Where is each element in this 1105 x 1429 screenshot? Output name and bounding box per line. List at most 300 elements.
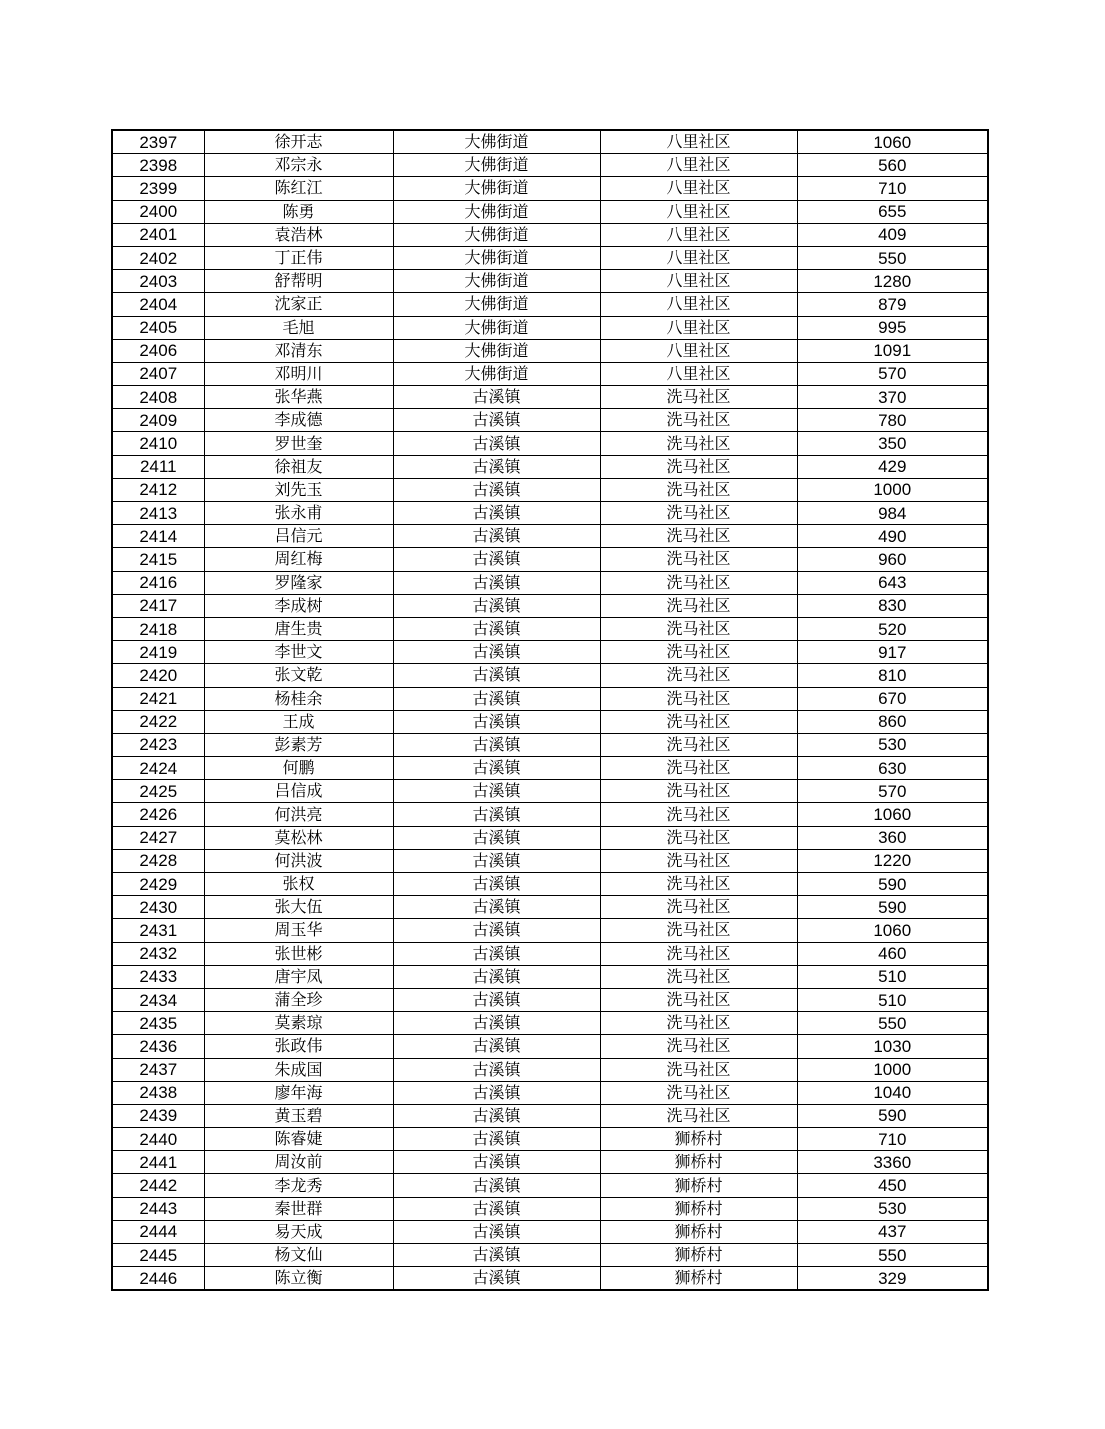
serial-number-cell: 2420	[112, 664, 204, 687]
town-cell: 古溪镇	[393, 1174, 600, 1197]
name-cell: 廖年海	[204, 1081, 393, 1104]
table-row	[112, 757, 988, 780]
name-cell: 陈立衡	[204, 1267, 393, 1291]
table-row	[112, 386, 988, 409]
amount-cell: 879	[797, 293, 988, 316]
name-cell: 罗世奎	[204, 432, 393, 455]
town-cell: 古溪镇	[393, 1012, 600, 1035]
town-cell: 大佛街道	[393, 270, 600, 293]
serial-number-cell: 2406	[112, 339, 204, 362]
name-cell: 邓宗永	[204, 154, 393, 177]
name-cell: 毛旭	[204, 316, 393, 339]
name-cell: 陈睿婕	[204, 1128, 393, 1151]
amount-cell: 1060	[797, 919, 988, 942]
name-cell: 张权	[204, 873, 393, 896]
town-cell: 古溪镇	[393, 1267, 600, 1291]
amount-cell: 1280	[797, 270, 988, 293]
serial-number-cell: 2430	[112, 896, 204, 919]
amount-cell: 590	[797, 873, 988, 896]
serial-number-cell: 2410	[112, 432, 204, 455]
name-cell: 张大伍	[204, 896, 393, 919]
community-cell: 洗马社区	[600, 803, 797, 826]
name-cell: 张华燕	[204, 386, 393, 409]
serial-number-cell: 2422	[112, 710, 204, 733]
amount-cell: 550	[797, 1012, 988, 1035]
town-cell: 古溪镇	[393, 617, 600, 640]
name-cell: 易天成	[204, 1220, 393, 1243]
roster-table	[111, 129, 989, 1291]
name-cell: 张政伟	[204, 1035, 393, 1058]
amount-cell: 630	[797, 757, 988, 780]
table-row	[112, 1058, 988, 1081]
serial-number-cell: 2408	[112, 386, 204, 409]
amount-cell: 960	[797, 548, 988, 571]
table-row	[112, 803, 988, 826]
community-cell: 洗马社区	[600, 896, 797, 919]
name-cell: 何鹏	[204, 757, 393, 780]
amount-cell: 590	[797, 896, 988, 919]
town-cell: 古溪镇	[393, 803, 600, 826]
amount-cell: 917	[797, 641, 988, 664]
serial-number-cell: 2404	[112, 293, 204, 316]
serial-number-cell: 2402	[112, 246, 204, 269]
name-cell: 邓明川	[204, 362, 393, 385]
amount-cell: 550	[797, 1244, 988, 1267]
amount-cell: 1060	[797, 130, 988, 154]
table-row	[112, 687, 988, 710]
town-cell: 古溪镇	[393, 664, 600, 687]
serial-number-cell: 2431	[112, 919, 204, 942]
community-cell: 狮桥村	[600, 1174, 797, 1197]
table-row	[112, 1104, 988, 1127]
table-row	[112, 919, 988, 942]
serial-number-cell: 2398	[112, 154, 204, 177]
name-cell: 李龙秀	[204, 1174, 393, 1197]
table-row	[112, 1128, 988, 1151]
town-cell: 古溪镇	[393, 1220, 600, 1243]
community-cell: 洗马社区	[600, 478, 797, 501]
town-cell: 古溪镇	[393, 965, 600, 988]
name-cell: 袁浩林	[204, 223, 393, 246]
town-cell: 古溪镇	[393, 641, 600, 664]
community-cell: 八里社区	[600, 362, 797, 385]
community-cell: 洗马社区	[600, 617, 797, 640]
amount-cell: 550	[797, 246, 988, 269]
table-row	[112, 1267, 988, 1291]
community-cell: 洗马社区	[600, 502, 797, 525]
table-row	[112, 617, 988, 640]
table-row	[112, 780, 988, 803]
town-cell: 古溪镇	[393, 1035, 600, 1058]
amount-cell: 460	[797, 942, 988, 965]
amount-cell: 570	[797, 362, 988, 385]
town-cell: 大佛街道	[393, 293, 600, 316]
serial-number-cell: 2419	[112, 641, 204, 664]
town-cell: 古溪镇	[393, 1244, 600, 1267]
table-row	[112, 525, 988, 548]
amount-cell: 360	[797, 826, 988, 849]
community-cell: 洗马社区	[600, 757, 797, 780]
table-row	[112, 710, 988, 733]
amount-cell: 3360	[797, 1151, 988, 1174]
name-cell: 彭素芳	[204, 733, 393, 756]
serial-number-cell: 2437	[112, 1058, 204, 1081]
name-cell: 周汝前	[204, 1151, 393, 1174]
table-row	[112, 1220, 988, 1243]
town-cell: 古溪镇	[393, 409, 600, 432]
town-cell: 古溪镇	[393, 873, 600, 896]
table-row	[112, 177, 988, 200]
town-cell: 古溪镇	[393, 594, 600, 617]
amount-cell: 1060	[797, 803, 988, 826]
serial-number-cell: 2417	[112, 594, 204, 617]
community-cell: 洗马社区	[600, 849, 797, 872]
town-cell: 大佛街道	[393, 154, 600, 177]
community-cell: 洗马社区	[600, 525, 797, 548]
town-cell: 古溪镇	[393, 525, 600, 548]
community-cell: 八里社区	[600, 223, 797, 246]
community-cell: 洗马社区	[600, 548, 797, 571]
name-cell: 李成德	[204, 409, 393, 432]
amount-cell: 437	[797, 1220, 988, 1243]
table-row	[112, 1174, 988, 1197]
amount-cell: 510	[797, 965, 988, 988]
table-row	[112, 223, 988, 246]
serial-number-cell: 2413	[112, 502, 204, 525]
serial-number-cell: 2424	[112, 757, 204, 780]
town-cell: 大佛街道	[393, 177, 600, 200]
community-cell: 狮桥村	[600, 1244, 797, 1267]
amount-cell: 530	[797, 1197, 988, 1220]
name-cell: 李成树	[204, 594, 393, 617]
name-cell: 李世文	[204, 641, 393, 664]
community-cell: 狮桥村	[600, 1128, 797, 1151]
town-cell: 大佛街道	[393, 200, 600, 223]
amount-cell: 995	[797, 316, 988, 339]
community-cell: 八里社区	[600, 154, 797, 177]
community-cell: 洗马社区	[600, 873, 797, 896]
table-row	[112, 733, 988, 756]
amount-cell: 1030	[797, 1035, 988, 1058]
table-row	[112, 270, 988, 293]
table-row	[112, 641, 988, 664]
community-cell: 洗马社区	[600, 826, 797, 849]
serial-number-cell: 2428	[112, 849, 204, 872]
table-row	[112, 455, 988, 478]
name-cell: 何洪亮	[204, 803, 393, 826]
town-cell: 大佛街道	[393, 223, 600, 246]
table-row	[112, 664, 988, 687]
table-row	[112, 594, 988, 617]
community-cell: 八里社区	[600, 270, 797, 293]
town-cell: 古溪镇	[393, 1104, 600, 1127]
serial-number-cell: 2443	[112, 1197, 204, 1220]
table-row	[112, 571, 988, 594]
table-row	[112, 988, 988, 1011]
name-cell: 莫素琼	[204, 1012, 393, 1035]
serial-number-cell: 2433	[112, 965, 204, 988]
serial-number-cell: 2421	[112, 687, 204, 710]
town-cell: 古溪镇	[393, 687, 600, 710]
table-row	[112, 873, 988, 896]
name-cell: 罗隆家	[204, 571, 393, 594]
name-cell: 周红梅	[204, 548, 393, 571]
name-cell: 吕信成	[204, 780, 393, 803]
serial-number-cell: 2401	[112, 223, 204, 246]
name-cell: 张永甫	[204, 502, 393, 525]
amount-cell: 429	[797, 455, 988, 478]
table-row	[112, 1197, 988, 1220]
serial-number-cell: 2429	[112, 873, 204, 896]
amount-cell: 350	[797, 432, 988, 455]
town-cell: 古溪镇	[393, 757, 600, 780]
community-cell: 八里社区	[600, 246, 797, 269]
roster-table-body	[112, 130, 988, 1290]
community-cell: 狮桥村	[600, 1267, 797, 1291]
name-cell: 杨桂余	[204, 687, 393, 710]
amount-cell: 710	[797, 177, 988, 200]
town-cell: 古溪镇	[393, 1128, 600, 1151]
amount-cell: 450	[797, 1174, 988, 1197]
community-cell: 洗马社区	[600, 1012, 797, 1035]
serial-number-cell: 2400	[112, 200, 204, 223]
table-row	[112, 1012, 988, 1035]
name-cell: 徐开志	[204, 130, 393, 154]
community-cell: 洗马社区	[600, 571, 797, 594]
amount-cell: 590	[797, 1104, 988, 1127]
amount-cell: 1220	[797, 849, 988, 872]
serial-number-cell: 2397	[112, 130, 204, 154]
name-cell: 周玉华	[204, 919, 393, 942]
name-cell: 沈家正	[204, 293, 393, 316]
community-cell: 洗马社区	[600, 942, 797, 965]
community-cell: 洗马社区	[600, 432, 797, 455]
community-cell: 八里社区	[600, 316, 797, 339]
name-cell: 陈红江	[204, 177, 393, 200]
name-cell: 唐生贵	[204, 617, 393, 640]
table-row	[112, 154, 988, 177]
serial-number-cell: 2445	[112, 1244, 204, 1267]
name-cell: 唐宇凤	[204, 965, 393, 988]
name-cell: 刘先玉	[204, 478, 393, 501]
community-cell: 洗马社区	[600, 965, 797, 988]
serial-number-cell: 2442	[112, 1174, 204, 1197]
name-cell: 蒲全珍	[204, 988, 393, 1011]
amount-cell: 1040	[797, 1081, 988, 1104]
table-row	[112, 362, 988, 385]
amount-cell: 490	[797, 525, 988, 548]
serial-number-cell: 2407	[112, 362, 204, 385]
community-cell: 洗马社区	[600, 733, 797, 756]
amount-cell: 710	[797, 1128, 988, 1151]
name-cell: 黄玉碧	[204, 1104, 393, 1127]
name-cell: 杨文仙	[204, 1244, 393, 1267]
table-row	[112, 316, 988, 339]
community-cell: 狮桥村	[600, 1220, 797, 1243]
community-cell: 八里社区	[600, 177, 797, 200]
town-cell: 大佛街道	[393, 316, 600, 339]
community-cell: 洗马社区	[600, 409, 797, 432]
amount-cell: 780	[797, 409, 988, 432]
serial-number-cell: 2414	[112, 525, 204, 548]
table-row	[112, 1035, 988, 1058]
community-cell: 洗马社区	[600, 780, 797, 803]
table-row	[112, 200, 988, 223]
amount-cell: 510	[797, 988, 988, 1011]
town-cell: 古溪镇	[393, 1151, 600, 1174]
community-cell: 八里社区	[600, 293, 797, 316]
community-cell: 洗马社区	[600, 1081, 797, 1104]
table-row	[112, 942, 988, 965]
table-row	[112, 1244, 988, 1267]
serial-number-cell: 2427	[112, 826, 204, 849]
town-cell: 古溪镇	[393, 849, 600, 872]
amount-cell: 1000	[797, 1058, 988, 1081]
table-row	[112, 1081, 988, 1104]
serial-number-cell: 2403	[112, 270, 204, 293]
amount-cell: 1000	[797, 478, 988, 501]
serial-number-cell: 2440	[112, 1128, 204, 1151]
town-cell: 古溪镇	[393, 942, 600, 965]
table-row	[112, 409, 988, 432]
community-cell: 洗马社区	[600, 455, 797, 478]
serial-number-cell: 2411	[112, 455, 204, 478]
town-cell: 古溪镇	[393, 988, 600, 1011]
serial-number-cell: 2434	[112, 988, 204, 1011]
table-row	[112, 246, 988, 269]
serial-number-cell: 2405	[112, 316, 204, 339]
name-cell: 舒帮明	[204, 270, 393, 293]
community-cell: 洗马社区	[600, 1035, 797, 1058]
town-cell: 古溪镇	[393, 1197, 600, 1220]
town-cell: 古溪镇	[393, 710, 600, 733]
community-cell: 狮桥村	[600, 1151, 797, 1174]
amount-cell: 370	[797, 386, 988, 409]
name-cell: 邓清东	[204, 339, 393, 362]
serial-number-cell: 2416	[112, 571, 204, 594]
name-cell: 王成	[204, 710, 393, 733]
table-row	[112, 965, 988, 988]
serial-number-cell: 2439	[112, 1104, 204, 1127]
name-cell: 张世彬	[204, 942, 393, 965]
serial-number-cell: 2446	[112, 1267, 204, 1291]
community-cell: 洗马社区	[600, 988, 797, 1011]
name-cell: 秦世群	[204, 1197, 393, 1220]
community-cell: 洗马社区	[600, 1058, 797, 1081]
community-cell: 洗马社区	[600, 710, 797, 733]
serial-number-cell: 2415	[112, 548, 204, 571]
town-cell: 古溪镇	[393, 455, 600, 478]
amount-cell: 530	[797, 733, 988, 756]
serial-number-cell: 2436	[112, 1035, 204, 1058]
town-cell: 古溪镇	[393, 780, 600, 803]
table-row	[112, 896, 988, 919]
name-cell: 莫松林	[204, 826, 393, 849]
town-cell: 古溪镇	[393, 571, 600, 594]
serial-number-cell: 2441	[112, 1151, 204, 1174]
serial-number-cell: 2432	[112, 942, 204, 965]
town-cell: 古溪镇	[393, 896, 600, 919]
town-cell: 古溪镇	[393, 386, 600, 409]
name-cell: 张文乾	[204, 664, 393, 687]
amount-cell: 409	[797, 223, 988, 246]
amount-cell: 520	[797, 617, 988, 640]
table-row	[112, 849, 988, 872]
table-row	[112, 432, 988, 455]
community-cell: 洗马社区	[600, 1104, 797, 1127]
community-cell: 洗马社区	[600, 687, 797, 710]
table-row	[112, 293, 988, 316]
town-cell: 大佛街道	[393, 246, 600, 269]
serial-number-cell: 2426	[112, 803, 204, 826]
serial-number-cell: 2409	[112, 409, 204, 432]
town-cell: 大佛街道	[393, 339, 600, 362]
town-cell: 古溪镇	[393, 826, 600, 849]
community-cell: 八里社区	[600, 130, 797, 154]
community-cell: 洗马社区	[600, 919, 797, 942]
table-row	[112, 339, 988, 362]
serial-number-cell: 2438	[112, 1081, 204, 1104]
table-row	[112, 548, 988, 571]
table-row	[112, 826, 988, 849]
table-row	[112, 1151, 988, 1174]
town-cell: 古溪镇	[393, 1058, 600, 1081]
amount-cell: 655	[797, 200, 988, 223]
community-cell: 洗马社区	[600, 594, 797, 617]
serial-number-cell: 2435	[112, 1012, 204, 1035]
table-row	[112, 478, 988, 501]
name-cell: 徐祖友	[204, 455, 393, 478]
amount-cell: 560	[797, 154, 988, 177]
amount-cell: 810	[797, 664, 988, 687]
name-cell: 陈勇	[204, 200, 393, 223]
amount-cell: 670	[797, 687, 988, 710]
amount-cell: 1091	[797, 339, 988, 362]
serial-number-cell: 2423	[112, 733, 204, 756]
table-row	[112, 130, 988, 154]
town-cell: 古溪镇	[393, 919, 600, 942]
community-cell: 八里社区	[600, 200, 797, 223]
community-cell: 洗马社区	[600, 641, 797, 664]
name-cell: 吕信元	[204, 525, 393, 548]
amount-cell: 643	[797, 571, 988, 594]
amount-cell: 329	[797, 1267, 988, 1291]
community-cell: 八里社区	[600, 339, 797, 362]
name-cell: 何洪波	[204, 849, 393, 872]
amount-cell: 860	[797, 710, 988, 733]
town-cell: 古溪镇	[393, 548, 600, 571]
town-cell: 古溪镇	[393, 733, 600, 756]
serial-number-cell: 2444	[112, 1220, 204, 1243]
serial-number-cell: 2412	[112, 478, 204, 501]
name-cell: 朱成国	[204, 1058, 393, 1081]
table-row	[112, 502, 988, 525]
town-cell: 古溪镇	[393, 478, 600, 501]
town-cell: 古溪镇	[393, 432, 600, 455]
town-cell: 古溪镇	[393, 1081, 600, 1104]
serial-number-cell: 2418	[112, 617, 204, 640]
town-cell: 大佛街道	[393, 130, 600, 154]
community-cell: 洗马社区	[600, 664, 797, 687]
town-cell: 古溪镇	[393, 502, 600, 525]
name-cell: 丁正伟	[204, 246, 393, 269]
community-cell: 洗马社区	[600, 386, 797, 409]
amount-cell: 830	[797, 594, 988, 617]
town-cell: 大佛街道	[393, 362, 600, 385]
serial-number-cell: 2399	[112, 177, 204, 200]
amount-cell: 570	[797, 780, 988, 803]
serial-number-cell: 2425	[112, 780, 204, 803]
